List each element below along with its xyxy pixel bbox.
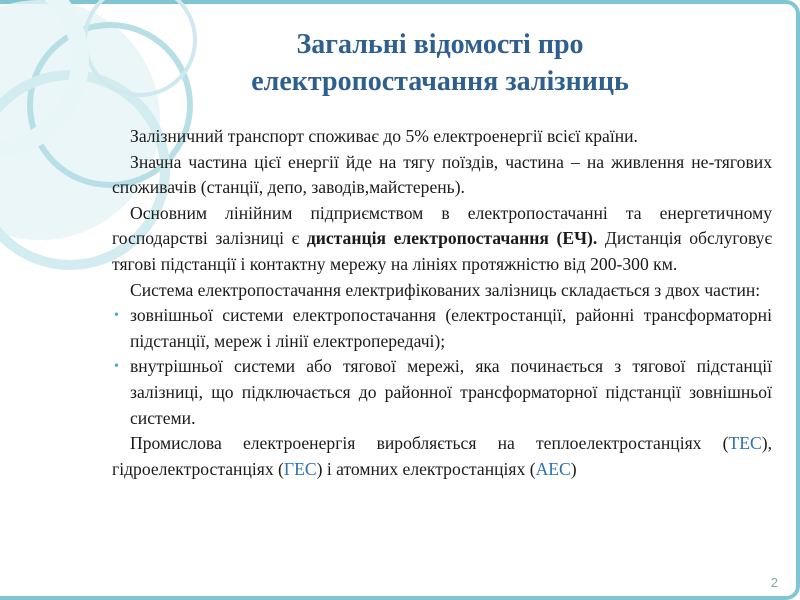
paragraph-energy-use: Значна частина цієї енергії йде на тягу поїздів, частина – на живлення не-тягових споживачів (станції, депо, заводів,майстерень). [112,151,772,198]
list-item [112,354,772,431]
production-text-d: ) [570,458,577,479]
production-text-a: Промислова електроенергія виробляється на теплоелектростанціях ( [130,433,729,454]
slide-body [112,124,772,482]
page-number: 2 [770,575,778,590]
title-line-1: Загальні відомості про [296,29,584,60]
abbr-ges: ГЕС [283,458,317,479]
bullet-icon: • [114,359,119,375]
bullet-list [112,303,772,431]
abbr-aes: АЕС [535,458,571,479]
paragraph-enterprise-start: Основним лінійним підприємством в електропостачанні та енергетичному господарстві залізниці є [112,202,772,249]
production-text-b: ), гідроелектростанціях ( [112,433,772,479]
bullet-icon: • [114,308,119,324]
paragraph-system: Система електропостачання електрифікованих залізниць складається з двох частин: [130,279,761,300]
paragraph-production [112,431,772,482]
production-text-c: ) і атомних електростанціях ( [316,458,536,479]
paragraph-enterprise-end: Дистанція обслуговує тягові підстанції і контактну мережу на лініях протяжністю від 200-300 км. [112,228,772,274]
slide-title [180,26,700,100]
paragraph-consumption: Залізничний транспорт споживає до 5% електроенергії всієї країни. [130,126,638,146]
title-line-2: електропостачання залізниць [251,66,629,97]
list-item-text: зовнішньої системи електропостачання (електростанції, районні трансформаторні підстанції, мереж і лінії електропередачі); [130,305,772,351]
list-item-text: внутрішньої системи або тягової мережі, яка починається з тягової підстанції залізниці, що підключається до районної трансформаторної підстанції зовнішньої системи. [130,356,772,428]
abbr-tes: ТЕС [728,433,762,454]
list-item [112,303,772,354]
paragraph-enterprise-bold: дистанція електропостачання (ЕЧ). [306,228,598,249]
paragraph-enterprise [112,201,772,278]
